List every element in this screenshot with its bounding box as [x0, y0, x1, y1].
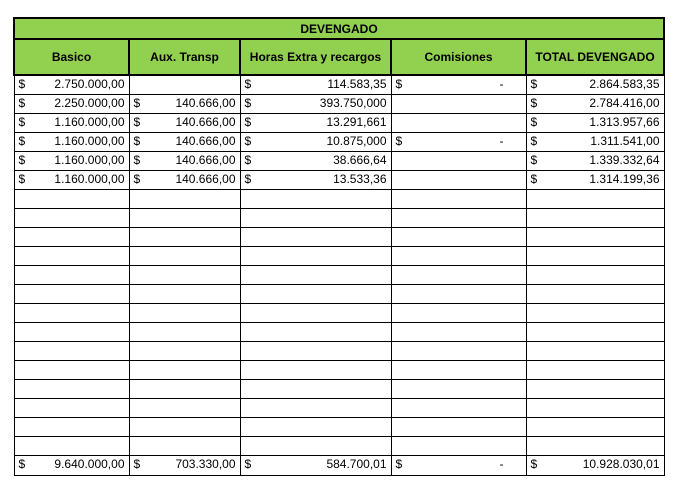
- empty-cell: [391, 361, 526, 380]
- empty-cell: [526, 399, 664, 418]
- header-row: [14, 39, 664, 75]
- cell-aux-transp: [129, 95, 240, 114]
- empty-cell: [240, 247, 391, 266]
- empty-cell: [240, 190, 391, 209]
- currency-symbol: $: [244, 115, 252, 129]
- currency-symbol: $: [244, 172, 252, 186]
- cell-total-devengado: [526, 75, 664, 95]
- cell-aux-transp: [129, 456, 240, 476]
- table-title: DEVENGADO: [14, 18, 664, 39]
- empty-row: [14, 247, 664, 266]
- empty-cell: [129, 190, 240, 209]
- dash-value: -: [499, 134, 504, 148]
- empty-cell: [129, 380, 240, 399]
- cell-horas-extra: [240, 171, 391, 190]
- amount-value: 703.330,00: [175, 457, 236, 471]
- currency-symbol: $: [18, 77, 26, 91]
- empty-cell: [240, 399, 391, 418]
- empty-cell: [240, 209, 391, 228]
- empty-cell: [129, 247, 240, 266]
- amount-value: 1.160.000,00: [54, 153, 125, 167]
- empty-cell: [526, 342, 664, 361]
- currency-symbol: $: [530, 457, 538, 471]
- empty-cell: [14, 437, 129, 456]
- amount-value: 13.291,661: [326, 115, 387, 129]
- cell-horas-extra: [240, 152, 391, 171]
- cell-comisiones: [391, 133, 526, 152]
- amount-value: 2.864.583,35: [589, 77, 660, 91]
- cell-comisiones: [391, 171, 526, 190]
- empty-cell: [14, 380, 129, 399]
- header-basico: Basico: [14, 39, 129, 75]
- cell-basico: [14, 114, 129, 133]
- cell-total-devengado: [526, 95, 664, 114]
- cell-total-devengado: [526, 133, 664, 152]
- amount-value: 584.700,01: [326, 457, 387, 471]
- cell-aux-transp: [129, 75, 240, 95]
- cell-total-devengado: [526, 152, 664, 171]
- table-row: [14, 171, 664, 190]
- empty-cell: [14, 228, 129, 247]
- empty-cell: [391, 266, 526, 285]
- empty-row: [14, 399, 664, 418]
- cell-aux-transp: [129, 171, 240, 190]
- empty-cell: [14, 399, 129, 418]
- empty-cell: [526, 285, 664, 304]
- cell-comisiones: [391, 456, 526, 476]
- amount-value: 1.160.000,00: [54, 115, 125, 129]
- cell-basico: [14, 75, 129, 95]
- empty-cell: [240, 437, 391, 456]
- currency-symbol: $: [133, 457, 141, 471]
- currency-symbol: $: [133, 134, 141, 148]
- empty-cell: [129, 342, 240, 361]
- currency-symbol: $: [133, 153, 141, 167]
- empty-row: [14, 190, 664, 209]
- empty-cell: [14, 190, 129, 209]
- currency-symbol: $: [244, 96, 252, 110]
- empty-cell: [14, 247, 129, 266]
- amount-value: 1.160.000,00: [54, 134, 125, 148]
- empty-row: [14, 228, 664, 247]
- cell-basico: [14, 152, 129, 171]
- currency-symbol: $: [530, 96, 538, 110]
- cell-total-devengado: [526, 171, 664, 190]
- empty-cell: [129, 437, 240, 456]
- empty-cell: [391, 380, 526, 399]
- empty-cell: [391, 418, 526, 437]
- empty-cell: [240, 285, 391, 304]
- cell-horas-extra: [240, 95, 391, 114]
- empty-cell: [14, 304, 129, 323]
- currency-symbol: $: [244, 153, 252, 167]
- cell-basico: [14, 171, 129, 190]
- dash-value: -: [499, 457, 504, 471]
- empty-cell: [391, 209, 526, 228]
- empty-cell: [129, 304, 240, 323]
- empty-row: [14, 380, 664, 399]
- empty-cell: [240, 342, 391, 361]
- empty-cell: [526, 304, 664, 323]
- cell-aux-transp: [129, 133, 240, 152]
- empty-cell: [14, 209, 129, 228]
- amount-value: 2.750.000,00: [54, 77, 125, 91]
- empty-cell: [526, 247, 664, 266]
- amount-value: 38.666,64: [333, 153, 387, 167]
- totals-row: [14, 456, 664, 476]
- table-row: [14, 133, 664, 152]
- table-row: [14, 95, 664, 114]
- amount-value: 1.160.000,00: [54, 172, 125, 186]
- amount-value: 1.339.332,64: [589, 153, 660, 167]
- empty-row: [14, 304, 664, 323]
- empty-cell: [129, 361, 240, 380]
- amount-value: 10.875,000: [326, 134, 387, 148]
- amount-value: 1.313.957,66: [589, 115, 660, 129]
- cell-comisiones: [391, 114, 526, 133]
- empty-cell: [391, 247, 526, 266]
- currency-symbol: $: [395, 134, 403, 148]
- currency-symbol: $: [244, 77, 252, 91]
- empty-cell: [14, 285, 129, 304]
- currency-symbol: $: [244, 134, 252, 148]
- devengado-table: [13, 17, 665, 476]
- empty-cell: [129, 266, 240, 285]
- amount-value: 140.666,00: [175, 134, 236, 148]
- empty-row: [14, 361, 664, 380]
- cell-comisiones: [391, 75, 526, 95]
- cell-horas-extra: [240, 114, 391, 133]
- empty-cell: [526, 380, 664, 399]
- cell-basico: [14, 133, 129, 152]
- empty-cell: [14, 323, 129, 342]
- empty-row: [14, 342, 664, 361]
- amount-value: 140.666,00: [175, 96, 236, 110]
- empty-cell: [526, 228, 664, 247]
- empty-cell: [129, 228, 240, 247]
- amount-value: 140.666,00: [175, 153, 236, 167]
- cell-horas-extra: [240, 456, 391, 476]
- table-row: [14, 152, 664, 171]
- empty-cell: [526, 190, 664, 209]
- currency-symbol: $: [18, 134, 26, 148]
- dash-value: -: [499, 77, 504, 91]
- header-horas-extra: Horas Extra y recargos: [240, 39, 391, 75]
- empty-row: [14, 266, 664, 285]
- amount-value: 140.666,00: [175, 115, 236, 129]
- currency-symbol: $: [133, 96, 141, 110]
- empty-row: [14, 323, 664, 342]
- empty-cell: [14, 361, 129, 380]
- empty-cell: [14, 266, 129, 285]
- empty-cell: [14, 418, 129, 437]
- amount-value: 10.928.030,01: [582, 457, 660, 471]
- empty-row: [14, 418, 664, 437]
- empty-cell: [240, 323, 391, 342]
- amount-value: 1.311.541,00: [590, 134, 660, 148]
- empty-cell: [526, 323, 664, 342]
- empty-row: [14, 285, 664, 304]
- currency-symbol: $: [530, 153, 538, 167]
- currency-symbol: $: [530, 172, 538, 186]
- empty-cell: [526, 209, 664, 228]
- empty-cell: [129, 323, 240, 342]
- empty-cell: [129, 418, 240, 437]
- empty-cell: [240, 304, 391, 323]
- empty-cell: [391, 304, 526, 323]
- empty-cell: [129, 285, 240, 304]
- currency-symbol: $: [18, 457, 26, 471]
- table-row: [14, 75, 664, 95]
- currency-symbol: $: [244, 457, 252, 471]
- amount-value: 393.750,000: [319, 96, 387, 110]
- cell-aux-transp: [129, 114, 240, 133]
- currency-symbol: $: [18, 96, 26, 110]
- empty-cell: [129, 209, 240, 228]
- cell-basico: [14, 456, 129, 476]
- currency-symbol: $: [18, 115, 26, 129]
- empty-cell: [391, 285, 526, 304]
- currency-symbol: $: [395, 77, 403, 91]
- empty-cell: [391, 437, 526, 456]
- empty-cell: [14, 342, 129, 361]
- cell-aux-transp: [129, 152, 240, 171]
- empty-cell: [240, 228, 391, 247]
- empty-cell: [391, 190, 526, 209]
- empty-cell: [391, 399, 526, 418]
- amount-value: 2.250.000,00: [54, 96, 125, 110]
- currency-symbol: $: [530, 77, 538, 91]
- header-aux-transp: Aux. Transp: [129, 39, 240, 75]
- currency-symbol: $: [395, 457, 403, 471]
- currency-symbol: $: [18, 153, 26, 167]
- empty-row: [14, 209, 664, 228]
- currency-symbol: $: [18, 172, 26, 186]
- empty-cell: [391, 228, 526, 247]
- amount-value: 1.314.199,36: [589, 172, 660, 186]
- cell-horas-extra: [240, 133, 391, 152]
- cell-total-devengado: [526, 456, 664, 476]
- currency-symbol: $: [133, 172, 141, 186]
- cell-total-devengado: [526, 114, 664, 133]
- amount-value: 9.640.000,00: [54, 457, 125, 471]
- empty-cell: [526, 266, 664, 285]
- empty-cell: [526, 361, 664, 380]
- cell-comisiones: [391, 95, 526, 114]
- amount-value: 13.533,36: [333, 172, 387, 186]
- cell-comisiones: [391, 152, 526, 171]
- currency-symbol: $: [133, 115, 141, 129]
- empty-row: [14, 437, 664, 456]
- currency-symbol: $: [530, 115, 538, 129]
- table-row: [14, 114, 664, 133]
- amount-value: 2.784.416,00: [589, 96, 660, 110]
- header-comisiones: Comisiones: [391, 39, 526, 75]
- cell-basico: [14, 95, 129, 114]
- empty-cell: [129, 399, 240, 418]
- amount-value: 114.583,35: [327, 77, 387, 91]
- currency-symbol: $: [530, 134, 538, 148]
- cell-horas-extra: [240, 75, 391, 95]
- empty-cell: [391, 342, 526, 361]
- amount-value: 140.666,00: [175, 172, 236, 186]
- empty-cell: [240, 266, 391, 285]
- header-total-devengado: TOTAL DEVENGADO: [526, 39, 664, 75]
- empty-cell: [240, 418, 391, 437]
- empty-cell: [391, 323, 526, 342]
- empty-cell: [240, 380, 391, 399]
- empty-cell: [526, 437, 664, 456]
- empty-cell: [240, 361, 391, 380]
- empty-cell: [526, 418, 664, 437]
